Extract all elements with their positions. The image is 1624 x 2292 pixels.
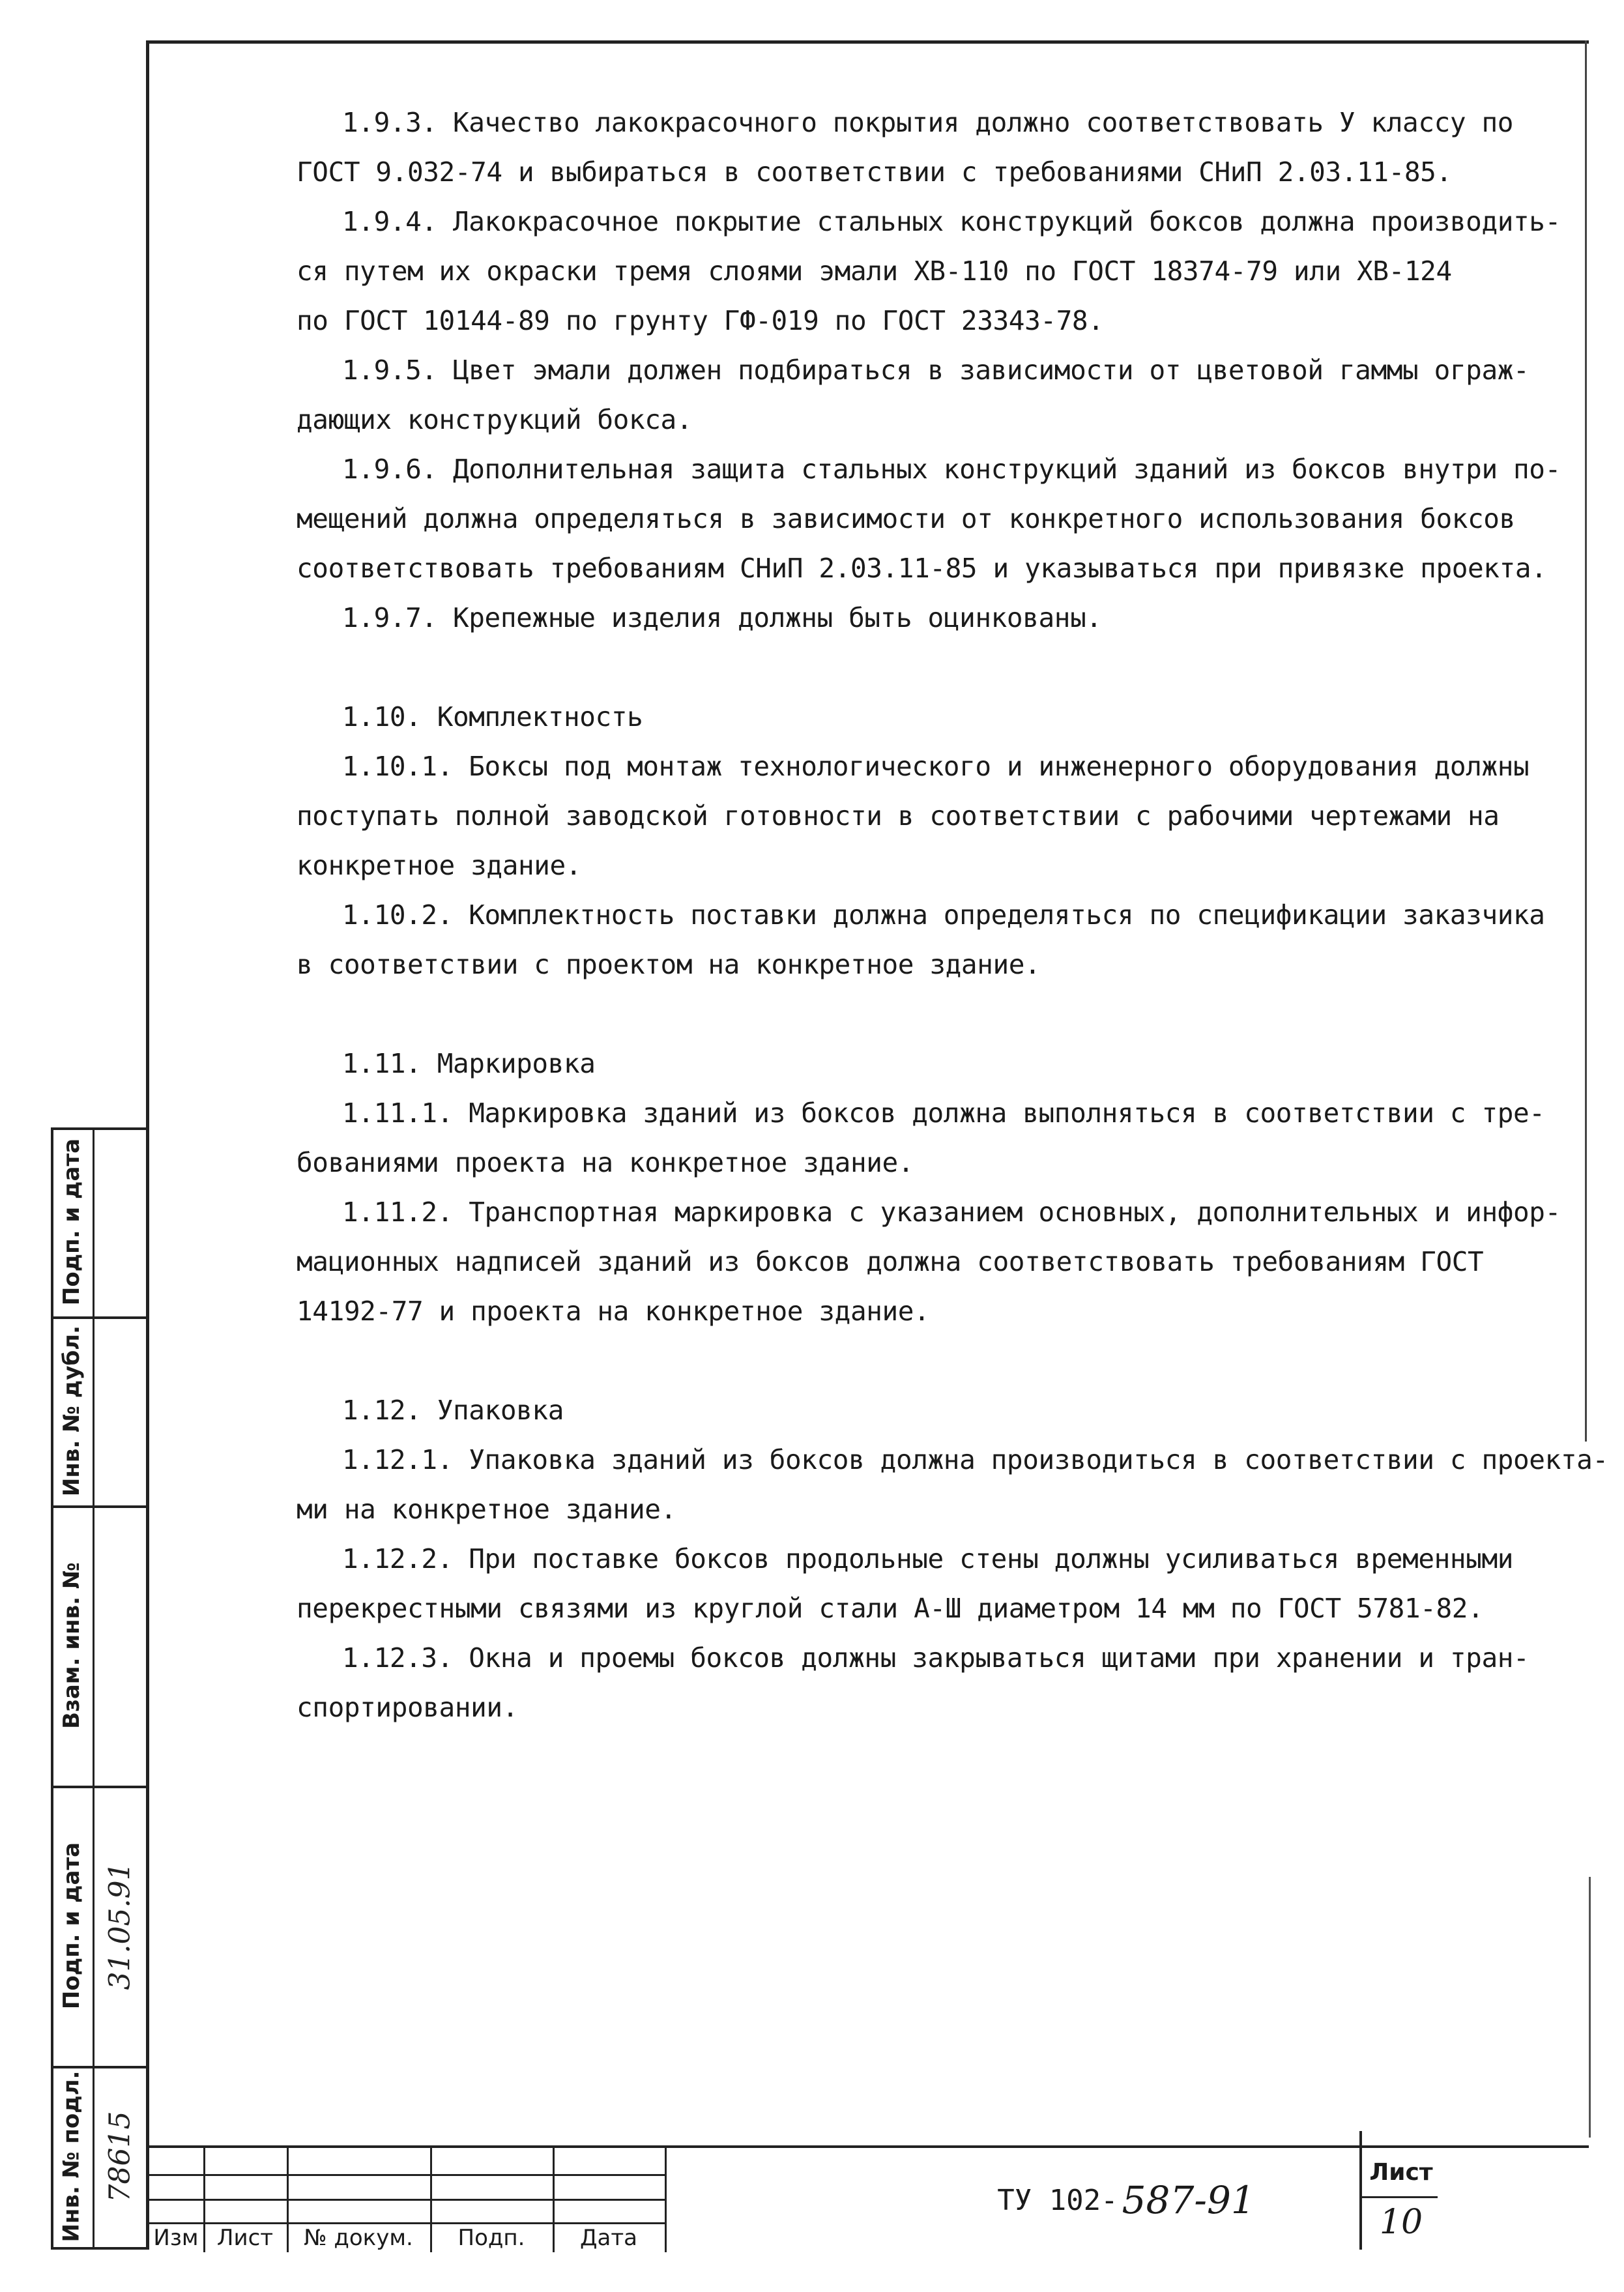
sheet-number: 10: [1379, 2203, 1423, 2242]
text-line: ми на конкретное здание.: [297, 1494, 676, 1525]
text-line: по ГОСТ 10144-89 по грунту ГФ-019 по ГОСТ 23343-78.: [297, 305, 1104, 336]
document-code: [800, 2148, 1452, 2252]
stamp-label-sign-date-2: Подп. и дата: [59, 1842, 85, 2010]
stamp-label-sign-date: Подп. и дата: [59, 1138, 85, 1306]
document-body: [297, 98, 1608, 1732]
doc-number: 587-91: [1122, 2178, 1255, 2222]
text-line: 1.10.1. Боксы под монтаж технологического и инженерного оборудования должны: [342, 751, 1530, 782]
text-line: ГОСТ 9.032-74 и выбираться в соответствии с требованиями СНиП 2.03.11-85.: [297, 156, 1452, 188]
text-line: 1.9.5. Цвет эмали должен подбираться в зависимости от цветовой гаммы ограж-: [342, 355, 1530, 386]
text-line: 1.11.1. Маркировка зданий из боксов должна выполняться в соответствии с тре-: [342, 1097, 1545, 1129]
text-line: мещений должна определяться в зависимости от конкретного использования боксов: [297, 503, 1515, 534]
stamp-label-orig-inv: Инв. № подл.: [59, 2070, 85, 2242]
doc-prefix: ТУ 102-: [997, 2183, 1118, 2217]
paragraph-gap: [297, 1336, 1554, 1385]
text-line: 14192-77 и проекта на конкретное здание.: [297, 1296, 930, 1327]
caption-sign: Подп.: [457, 2225, 525, 2251]
text-line: дающих конструкций бокса.: [297, 404, 693, 435]
text-line: в соответствии с проектом на конкретное здание.: [297, 949, 1041, 980]
text-line: 1.12.1. Упаковка зданий из боксов должна производиться в соответствии с проекта-: [342, 1444, 1608, 1475]
section-heading: 1.12. Упаковка: [342, 1395, 564, 1426]
paragraph-gap: [297, 989, 1554, 1039]
paragraph-gap: [297, 643, 1554, 692]
margin-stamp: [51, 1127, 147, 2247]
text-line: 1.12.3. Окна и проемы боксов должны закрываться щитами при хранении и тран-: [342, 1642, 1530, 1674]
text-line: мационных надписей зданий из боксов должна соответствовать требованиям ГОСТ: [297, 1246, 1484, 1277]
stamp-inv-number-value: 78615: [103, 2111, 137, 2202]
text-line: 1.12.2. При поставке боксов продольные стены должны усиливаться временными: [342, 1543, 1514, 1574]
text-line: спортировании.: [297, 1692, 518, 1723]
text-line: 1.9.4. Лакокрасочное покрытие стальных конструкций боксов должна производить-: [342, 206, 1561, 237]
stamp-label-replace-inv: Взам. инв. №: [59, 1562, 85, 1729]
caption-date: Дата: [579, 2225, 638, 2251]
caption-list: Лист: [216, 2225, 274, 2251]
text-line: соответствовать требованиям СНиП 2.03.11-85 и указываться при привязке проекта.: [297, 553, 1547, 584]
text-line: 1.10.2. Комплектность поставки должна определяться по спецификации заказчика: [342, 899, 1545, 931]
frame-right-border: [1585, 40, 1587, 1442]
stamp-label-dup-inv: Инв. № дубл.: [59, 1325, 85, 1497]
caption-doc-no: № докум.: [304, 2225, 413, 2251]
text-line: перекрестными связями из круглой стали А-Ш диаметром 14 мм по ГОСТ 5781-82.: [297, 1593, 1484, 1624]
sheet-label: Лист: [1369, 2158, 1433, 2186]
text-line: ся путем их окраски тремя слоями эмали ХВ-110 по ГОСТ 18374-79 или ХВ-124: [297, 255, 1452, 287]
text-line: 1.11.2. Транспортная маркировка с указанием основных, дополнительных и инфор-: [342, 1197, 1561, 1228]
text-line: 1.9.7. Крепежные изделия должны быть оцинкованы.: [342, 602, 1102, 633]
stamp-sign-date-value: 31.05.91: [103, 1862, 137, 1990]
frame-top-border: [149, 40, 1589, 44]
text-line: поступать полной заводской готовности в соответствии с рабочими чертежами на: [297, 800, 1500, 832]
section-heading: 1.11. Маркировка: [342, 1048, 596, 1079]
text-line: 1.9.6. Дополнительная защита стальных конструкций зданий из боксов внутри по-: [342, 454, 1561, 485]
text-line: конкретное здание.: [297, 850, 582, 881]
caption-izm: Изм: [153, 2225, 199, 2251]
text-line: 1.9.3. Качество лакокрасочного покрытия должно соответствовать У классу по: [342, 107, 1514, 138]
section-heading: 1.10. Комплектность: [342, 701, 643, 733]
text-line: бованиями проекта на конкретное здание.: [297, 1147, 914, 1178]
frame-right-border-lower: [1589, 1877, 1591, 2138]
